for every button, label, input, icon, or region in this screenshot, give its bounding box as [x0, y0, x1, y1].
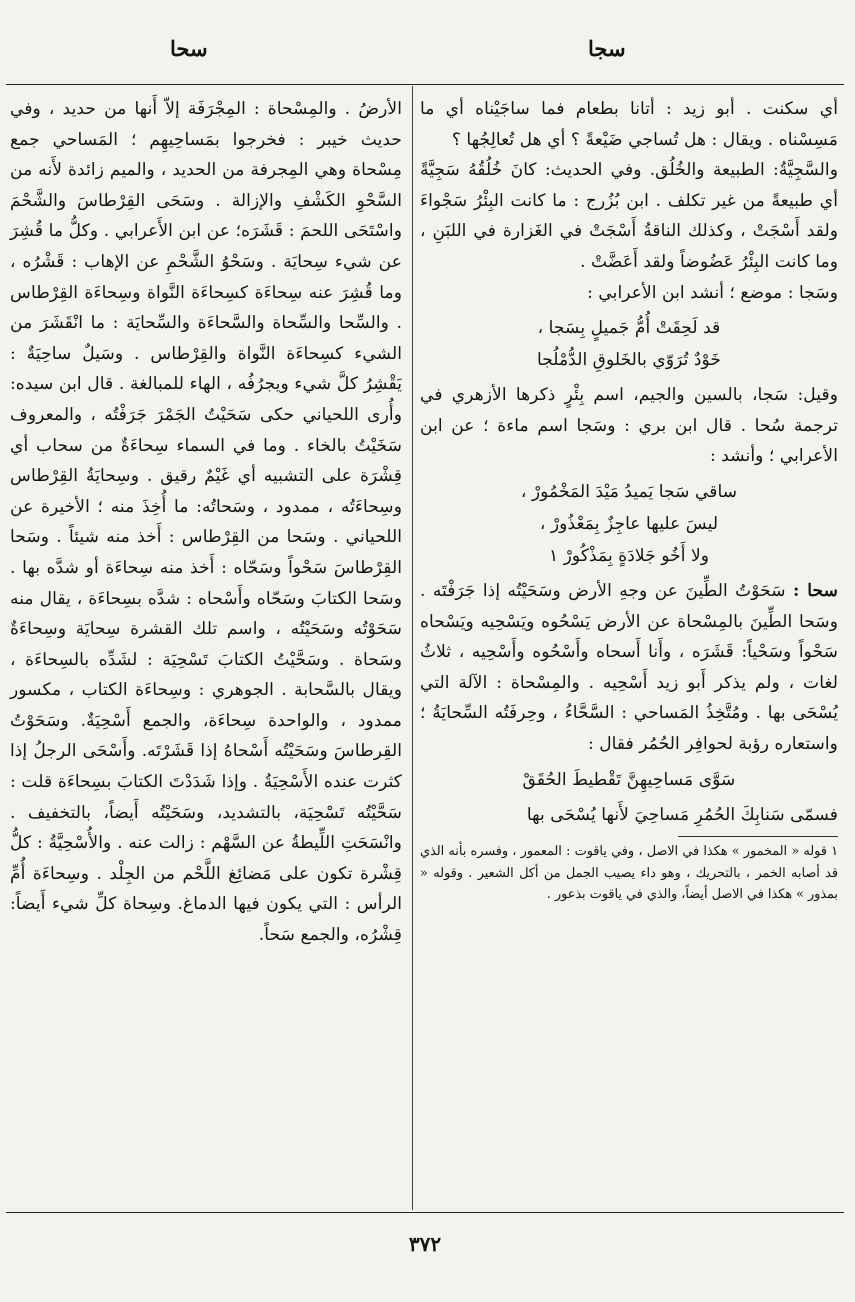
entry-paragraph	[420, 576, 838, 760]
paragraph: وسَجا : موضع ؛ أنشد ابن الأعرابي :	[587, 282, 838, 303]
header-rule	[6, 84, 844, 85]
footnote-rule	[678, 836, 838, 837]
paragraph: فسمّى سَنابِكَ الحُمُرِ مَساحِيَ لأَنها يُسْحَى بها	[526, 804, 838, 825]
footer-rule	[6, 1212, 844, 1213]
running-headword-left: سحا	[170, 36, 208, 61]
paragraph: الأرضُ . والمِسْحاة : المِجْرَفَة إلاّ أَنها من حديد ، وفي حديث خيبر : فخرجوا بمَساحِيهِم ؛ المَساحي جمع مِسْحاة وهي المِجرفة من الحديد ، والميم زائدة لأَنه من السَّحْوِ الكَشْفِ والإزالة . وسَحَى القِرْطاسَ والشَّحْمَ واسْتَحَى اللحمَ : قَشَرَه؛ عن ابن الأَعرابي . وكلُّ ما قُشِرَ عن شيء سِحايَة . وسَحْوُ الشَّحْمِ عن الإهاب : قَشْرُه ، وما قُشِرَ عنه سِحاءَة كسِحاءَة النَّواة وسِحاءَة القِرْطاس . والسِّحا والسِّحاة والسَّحاءَة والسِّحايَة : ما انْقَشَرَ من الشيء كسِحاءَة النَّواة والقِرْطاس . وسَيلٌ ساحِيَةٌ : يَقْشِرُ كلَّ شيء ويجرُفُه ، الهاء للمبالغة . قال ابن سيده: وأُرى اللحياني حكى سَحَيْتُ الجَمْرَ جَرَفْتُه ، والمعروف سَخَيْتُ بالخاء . وما في السماء سِحاءَةٌ من سحاب أي قِشْرَة على التشبيه أي غَيْمٌ رقيق . وسِحايَةُ القِرْطاس وسِحاءَتُه ، ممدود ، وسَحاتُه: ما أُخِذَ منه ؛ الأخيرة عن اللحياني . وسَحا من القِرْطاس : أَخذ منه شيئاً . وسَحا القِرْطاسَ سَحْواً وسَحّاه : أَخذ منه سِحاءَة أو شدَّه بها . وسَحا الكتابَ وسَحّاه وأَسْحاه : شدَّه بسِحاءَة ، يقال منه سَحَوْتُه وسَحَيْتُه ، واسم تلك القشرة سِحايَة وسِحاءَةٌ وسَحاة . وسَحَّيْتُ الكتابَ تَسْحِيَة : لشَدِّه بالسِحاءَة ، ويقال بالسَّحابة . الجوهري : وسِحاءَة الكتاب ، مكسور ممدود ، والواحدة سِحاءَة، والجمع أَسْحِيَةٌ. وسَحَوْتُ القِرطاسَ وسَحَيْتُه أَسْحاهُ إذا قَشَرْتَه. وأَسْحَى الرجلُ إذا كثرت عنده الأَسْحِيَةُ . وإذا شَدَدْتَ الكتابَ بسِحاءَة قلت : سَحَّيْتُه تَسْحِيَة، بالتشديد، وسَحَيْتُه أَيضاً، بالتخفيف . وانْسَحَتِ اللِّيطةُ عن السَّهْم : زالت عنه . والأُسْحِيَّةُ : كلُّ قِشْرة تكون على مَضائِغ اللَّحْم من الجِلْد . وسِحاءَة أُمِّ الرأس : التي يكون فيها الدماغ. وسِحاة كلِّ شيء أَيضاً: قِشْرُه، والجمع سَحاً.	[10, 99, 402, 946]
entry-text: سَحَوْتُ الطِّينَ عن وجهِ الأرض وسَحَيْتُه إذا جَرَفْتَه . وسَحا الطِّينَ بالمِسْحاة عن الأرض يَسْحُوه ويَسْحِيه ويَسْحاه سَحْواً وسَحْياً: قَشَرَه ، وأَنا أَسحاه وأَسْحُوه وأَسْحِيه ، ثلاثُ لغات ، ولم يذكر أَبو زيد أَسْحِيه . والمِسْحاة : الآلة التي يُسْحَى بها . ومُتَّخِذُ المَساحي : السَّحَّاءُ ، وحِرفَتُه السِّحايَةُ ؛ واستعاره رؤبة لحوافِر الحُمُر فقال :	[420, 580, 838, 754]
verse-line: سَوَّى مَساحِيهِنَّ تَقْطيطَ الحُقَقْ	[522, 769, 736, 790]
verse-line: ساقي سَجا يَميدُ مَيْدَ المَخْمُورْ ،	[520, 481, 738, 502]
footnote: ١ قوله « المخمور » هكذا في الاصل ، وفي ياقوت : المعمور ، وفسره بأنه الذي قد أصابه الخمر ، بالتحريك ، وهو داء يصيب الجمل من أكل الشعير . وقوله « بمذور » هكذا في الاصل أيضاً، والذي في ياقوت بذعور .	[420, 844, 838, 903]
running-headword-right: سجا	[588, 36, 626, 61]
left-column	[10, 94, 402, 951]
right-column	[420, 94, 838, 906]
verse-block	[420, 476, 838, 572]
page-number: ٣٧٢	[408, 1232, 442, 1256]
paragraph: أي سكنت . أبو زيد : أتانا بطعام فما ساجَيْناه أي ما مَسِسْناه . ويقال : هل تُساجي ضَيْعةً ؟ أي هل تُعالِجُها ؟	[420, 99, 838, 150]
column-divider	[412, 86, 413, 1210]
verse-block	[420, 312, 838, 376]
verse-line: خَوْدٌ تُرَوّي بالخَلوقِ الدُّمْلُجا	[536, 350, 722, 371]
verse-line: قد لَحِقَتْ أُمُّ جَميلٍ بِسَجا ،	[537, 318, 721, 339]
paragraph: والسَّجِيَّةُ: الطبيعة والخُلُق. وفي الحديث: كانَ خُلُقُهُ سَجِيَّةً أي طبيعةً من غير تكلف . ابن بُزُرج : ما كانت البِئْرُ سَجْواءَ ولقد أَسْجَتْ ، وكذلك الناقةُ أَسْجَتْ في الغَزارة في اللبَنِ ، وما كانت البِئْرُ عَضُوضاً ولقد أَعَضَّتْ .	[420, 160, 838, 272]
verse-line: ولا أَخُو جَلادَةٍ بِمَذْكُورْ ١	[548, 545, 710, 566]
verse-line: ليسَ عليها عاجِزٌ بِمَعْذُورْ ،	[539, 513, 719, 534]
paragraph: وقيل: سَجا، بالسين والجيم، اسم بِئْرٍ ذكرها الأزهري في ترجمة سُحا . قال ابن بري : وسَجا اسم ماءة ؛ عن ابن الأعرابي ؛ وأنشد :	[420, 385, 838, 467]
entry-headword: سحا :	[793, 580, 838, 601]
page-header	[0, 36, 855, 76]
verse-block	[420, 764, 838, 796]
